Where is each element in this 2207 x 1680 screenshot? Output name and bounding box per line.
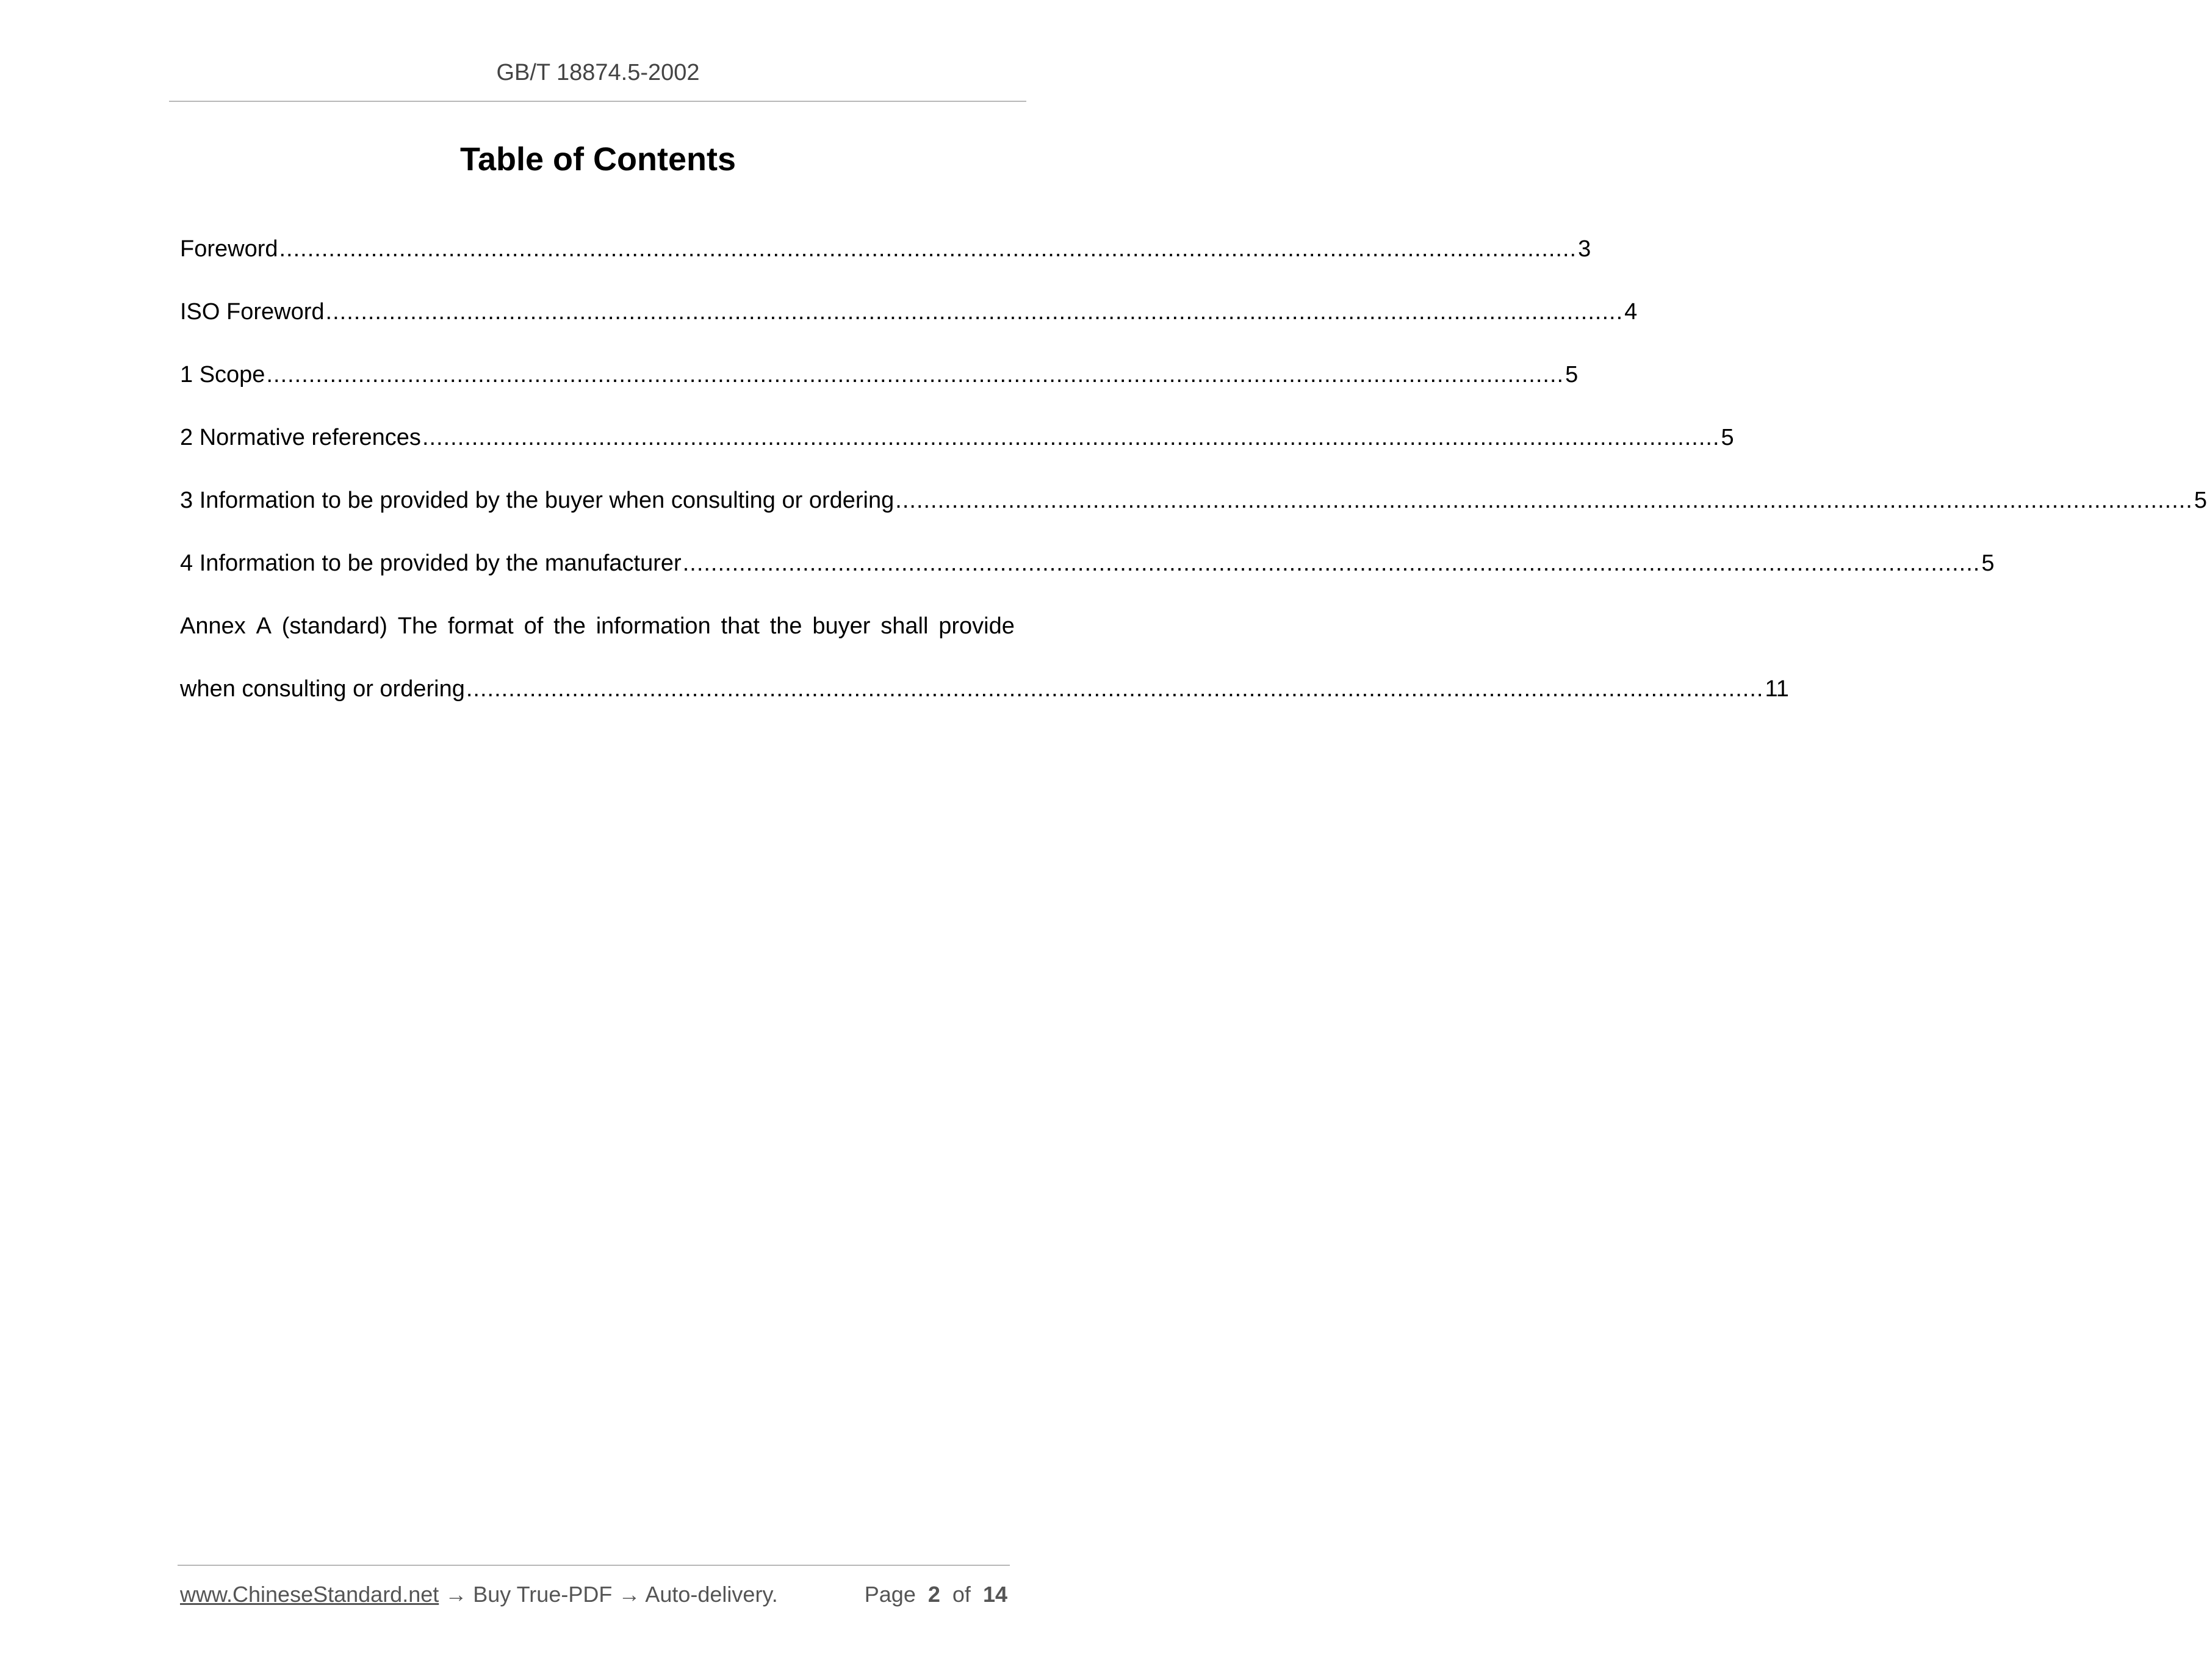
page-current: 2 [927, 1582, 940, 1607]
toc-entry-label: 2 Normative references [180, 425, 421, 450]
toc-entry-page: 5 [1981, 550, 1995, 576]
dot-leader: ........................................................................................................................................................................................ [279, 236, 1577, 262]
toc-annex-word: that [721, 613, 760, 639]
toc-annex-word: the [553, 613, 586, 639]
toc-annex-word: format [448, 613, 514, 639]
page-total: 14 [982, 1582, 1007, 1607]
page-prefix: Page [864, 1582, 916, 1607]
footer-promo-text: → Buy True-PDF → Auto-delivery. [445, 1582, 778, 1607]
toc-entry-label: 4 Information to be provided by the manufacturer [180, 550, 682, 576]
footer-promo [180, 1579, 778, 1610]
toc-entry-page: 5 [1721, 425, 1734, 450]
toc-annex-word: (standard) [281, 613, 387, 639]
toc-entry-normative-references[interactable] [180, 422, 1734, 485]
page-number [865, 1579, 1007, 1610]
toc-entry-label: Foreword [180, 236, 278, 262]
document-code-header: GB/T 18874.5-2002 [496, 60, 700, 85]
toc-annex-word: provide [938, 613, 1015, 639]
toc-annex-word: The [397, 613, 438, 639]
page-of: of [952, 1582, 971, 1607]
site-link[interactable]: www.ChineseStandard.net [180, 1582, 439, 1607]
toc-entry-iso-foreword[interactable] [180, 297, 1638, 359]
table-of-contents [180, 234, 2207, 737]
toc-entry-annex-a-line2[interactable] [180, 674, 1789, 737]
toc-entry-scope[interactable] [180, 359, 1579, 422]
toc-entry-annex-a-line1[interactable] [180, 611, 1015, 674]
toc-annex-word: Annex [180, 613, 246, 639]
dot-leader: ........................................................................................................................................................................................ [422, 425, 1720, 450]
dot-leader: ........................................................................................................................................................................................ [466, 676, 1764, 702]
toc-entry-page: 5 [2194, 488, 2207, 513]
dot-leader: ........................................................................................................................................................................................ [682, 550, 1981, 576]
dot-leader: ........................................................................................................................................................................................ [325, 299, 1624, 325]
dot-leader: ........................................................................................................................................................................................ [266, 362, 1564, 388]
toc-annex-word: the [769, 613, 802, 639]
toc-entry-page: 3 [1578, 236, 1591, 262]
toc-entry-page: 4 [1624, 299, 1638, 325]
toc-title: Table of Contents [460, 141, 736, 178]
toc-entry-foreword[interactable] [180, 234, 1591, 297]
toc-annex-word: of [524, 613, 544, 639]
toc-entry-label: 3 Information to be provided by the buyer when consulting or ordering [180, 488, 895, 513]
footer-divider [178, 1565, 1010, 1566]
toc-entry-label: when consulting or ordering [180, 676, 465, 702]
toc-entry-label: ISO Foreword [180, 299, 325, 325]
toc-annex-word: information [596, 613, 711, 639]
toc-entry-buyer-information[interactable] [180, 485, 2207, 548]
toc-entry-page: 11 [1765, 676, 1789, 702]
toc-annex-word: A [256, 613, 272, 639]
toc-entry-page: 5 [1565, 362, 1579, 388]
toc-entry-manufacturer-information[interactable] [180, 548, 1995, 611]
dot-leader: ........................................................................................................................................................................................ [895, 488, 2193, 513]
page-footer [180, 1579, 1007, 1610]
toc-annex-word: buyer [812, 613, 871, 639]
header-divider [169, 101, 1026, 102]
toc-annex-word: shall [880, 613, 929, 639]
toc-entry-label: 1 Scope [180, 362, 265, 388]
